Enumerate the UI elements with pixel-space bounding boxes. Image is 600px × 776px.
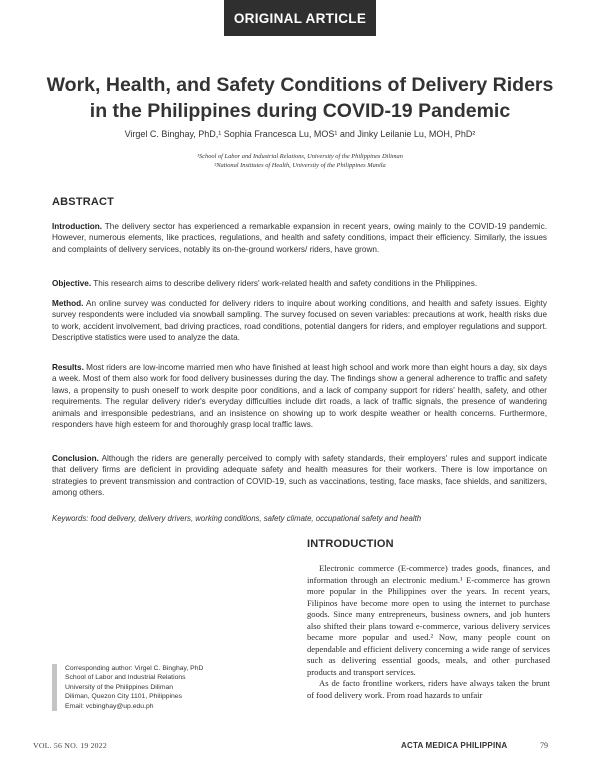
abstract-method-label: Method. [52,299,84,308]
author-list: Virgel C. Binghay, PhD,¹ Sophia Francesca Lu, MOS¹ and Jinky Leilanie Lu, MOH, PhD² [124,129,476,139]
abstract-objective [52,278,547,289]
abstract-objective-label: Objective. [52,279,92,288]
affiliations [40,152,560,170]
keywords: Keywords: food delivery, delivery drivers, working conditions, safety climate, occupational safety and health [52,514,422,523]
introduction-paragraph-2: As de facto frontline workers, riders have always taken the brunt of food delivery work. From road hazards to unfair [307,678,550,700]
abstract-introduction-text: The delivery sector has experienced a remarkable expansion in recent years, owing mainly to the COVID-19 pandemic. However, numerous elements, like practices, regulations, and health and safety conditions, impact their efficiency. Similarly, the issues and complaints of delivery services, notably its on-the-ground workers/ riders, have grown. [52,222,547,254]
affiliation-1: ¹School of Labor and Industrial Relations, University of the Philippines Diliman [197,153,403,160]
abstract-method-text: An online survey was conducted for delivery riders to inquire about working conditions, and health and safety issues. Eighty survey respondents were included via snowball sampling. The survey focused on seven variables: precautions at work, health risks due to work, accident involvement, bad driving practices, road conditions, potential dangers for riders, and employer regulations and support. Descriptive statistics were used to analyze the data. [52,299,547,343]
title-line-1: Work, Health, and Safety Conditions of Delivery Riders [46,74,554,96]
abstract-introduction [52,221,547,255]
abstract-conclusion-label: Conclusion. [52,454,99,463]
corresponding-author-university: University of the Philippines Diliman [65,683,174,691]
affiliation-2: ²National Institutes of Health, University of the Philippines Manila [214,162,386,169]
introduction-heading: INTRODUCTION [307,538,394,550]
article-type-banner: ORIGINAL ARTICLE [224,0,376,36]
page-number: 79 [540,741,548,750]
title-line-2: in the Philippines during COVID-19 Pandemic [89,100,511,122]
abstract-heading: ABSTRACT [52,196,115,208]
abstract-results [52,362,547,430]
abstract-objective-text: This research aims to describe delivery riders' work-related health and safety conditions in the Philippines. [91,279,478,288]
corresponding-author-address: Diliman, Quezon City 1101, Philippines [65,693,182,701]
footer-volume: VOL. 56 NO. 19 2022 [33,741,107,750]
corresponding-author-email: Email: vcbinghay@up.edu.ph [65,702,154,710]
corresponding-author-dept: School of Labor and Industrial Relations [65,674,186,682]
introduction-paragraph-1: Electronic commerce (E-commerce) trades goods, finances, and information through an electronic medium.¹ E-commerce has grown more popular in the Philippines over the years. In recent years, Filipinos have become more open to using the internet to purchase goods. Since many entrepreneurs, business owners, and job hunters also shifted their plans toward e-commerce, various delivery services became more popular and used.² Now, many people count on dependable and efficient delivery concerning a wide range of services such as delivering essential goods, meals, and other purchased products and transport services. [307,563,550,677]
abstract-method [52,298,547,344]
article-title [40,72,560,124]
abstract-conclusion-text: Although the riders are generally perceived to comply with safety standards, their employers' rules and support indicate that delivery firms are deficient in providing adequate safety and health measures for their workers. There is low importance on strategies to prevent transmission and contraction of COVID-19, such as vaccinations, testing, face masks, face shields, and sanitizers, among others. [52,454,547,498]
footer-journal-name: ACTA MEDICA PHILIPPINA [401,741,508,750]
abstract-results-label: Results. [52,363,84,372]
abstract-introduction-label: Introduction. [52,222,103,231]
abstract-results-text: Most riders are low-income married men who have finished at least high school and work more than eight hours a day, six days a week. Most of them also work for food delivery businesses during the day. The findings show a general adherence to traffic and safety laws, a propensity to push oneself to work despite poor conditions, and a lack of company support for riders' health, safety, and other requirements. The regular delivery rider's everyday difficulties include dirt roads, a lack of traffic signals, the presence of wandering animals and irresponsible pedestrians, and an insistence on showing up to work despite weather or health concerns. Furthermore, responders have high esteem for and thoroughly grasp local traffic laws. [52,363,547,430]
introduction-body [307,563,550,701]
corresponding-author-name: Corresponding author: Virgel C. Binghay, PhD [65,665,204,672]
corresponding-author-box [52,664,275,711]
abstract-conclusion [52,453,547,499]
